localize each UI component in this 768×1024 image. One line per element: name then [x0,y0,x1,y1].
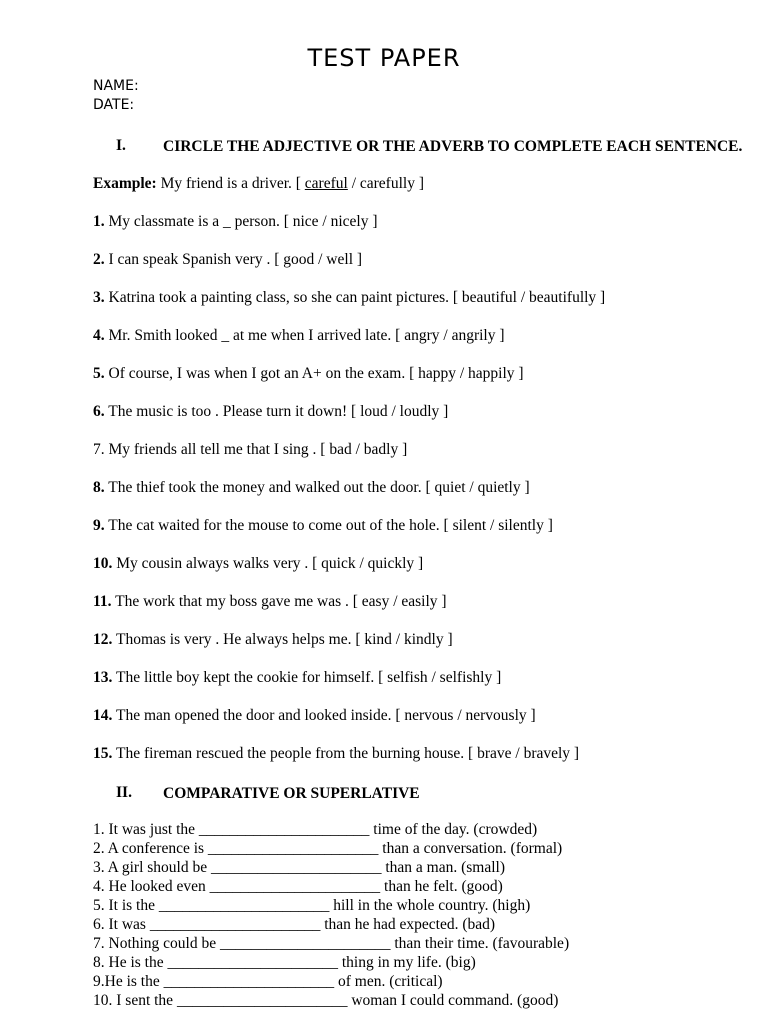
date-label: DATE: [93,97,135,113]
list-item: 2. A conference is ______________________ than a conversation. (formal) [93,840,563,857]
list-item [93,403,448,421]
item-number: 7. [93,441,105,458]
list-item [93,327,505,345]
list-item: 1. It was just the ______________________ time of the day. (crowded) [93,821,538,838]
list-item [93,441,407,459]
item-number: 13. [93,669,113,686]
item-text: The music is too . Please turn it down! [ loud / loudly ] [108,403,449,420]
item-number: 8. [93,479,105,496]
example-answer: careful [304,175,348,192]
item-text: Katrina took a painting class, so she can paint pictures. [ beautiful / beautifully ] [108,289,606,306]
list-item: 9.He is the ______________________ of men. (critical) [93,973,443,990]
item-number: 12. [93,631,113,648]
section-2-numeral: II. [116,784,132,801]
item-number: 10. [93,555,113,572]
section-2-title: COMPARATIVE OR SUPERLATIVE [163,785,420,802]
list-item: 3. A girl should be ______________________ than a man. (small) [93,859,506,876]
name-label: NAME: [93,78,139,94]
list-item [93,479,530,497]
list-item [93,745,579,763]
item-text: I can speak Spanish very . [ good / well ] [108,251,363,268]
item-text: The fireman rescued the people from the burning house. [ brave / bravely ] [115,745,580,762]
section-1-title: CIRCLE THE ADJECTIVE OR THE ADVERB TO COMPLETE EACH SENTENCE. [163,138,743,155]
item-text: Of course, I was when I got an A+ on the exam. [ happy / happily ] [108,365,524,382]
list-item [93,669,501,687]
list-item: 7. Nothing could be ______________________ than their time. (favourable) [93,935,570,952]
list-item [93,289,605,307]
list-item [93,631,453,649]
item-text: Mr. Smith looked _ at me when I arrived late. [ angry / angrily ] [108,327,505,344]
item-text: The man opened the door and looked inside. [ nervous / nervously ] [115,707,536,724]
list-item [93,213,378,231]
item-text: The little boy kept the cookie for himself. [ selfish / selfishly ] [115,669,502,686]
item-number: 14. [93,707,113,724]
list-item [93,251,362,269]
page-title: TEST PAPER [307,44,461,72]
example-label: Example: [93,175,157,192]
item-number: 9. [93,517,105,534]
list-item: 10. I sent the ______________________ woman I could command. (good) [93,992,559,1009]
example-line [93,175,424,193]
item-text: The cat waited for the mouse to come out of the hole. [ silent / silently ] [108,517,553,534]
item-number: 11. [93,593,112,610]
example-rest: / carefully ] [351,175,424,192]
item-number: 2. [93,251,105,268]
item-text: My cousin always walks very . [ quick / quickly ] [116,555,424,572]
section-2-heading [0,784,768,804]
item-number: 3. [93,289,105,306]
item-text: My friends all tell me that I sing . [ bad / badly ] [108,441,408,458]
list-item [93,707,536,725]
item-text: The work that my boss gave me was . [ easy / easily ] [115,593,447,610]
item-text: The thief took the money and walked out the door. [ quiet / quietly ] [108,479,530,496]
item-number: 5. [93,365,105,382]
list-item: 6. It was ______________________ than he had expected. (bad) [93,916,496,933]
list-item: 8. He is the ______________________ thing in my life. (big) [93,954,476,971]
list-item [93,555,423,573]
section-1-heading [0,137,768,177]
section-1-numeral: I. [116,137,126,154]
item-number: 4. [93,327,105,344]
list-item: 5. It is the ______________________ hill in the whole country. (high) [93,897,531,914]
list-item [93,593,447,611]
list-item: 4. He looked even ______________________ than he felt. (good) [93,878,503,895]
item-number: 1. [93,213,105,230]
list-item [93,517,553,535]
item-text: Thomas is very . He always helps me. [ kind / kindly ] [115,631,453,648]
example-text: My friend is a driver. [ [160,175,301,192]
item-number: 15. [93,745,113,762]
item-text: My classmate is a _ person. [ nice / nicely ] [108,213,378,230]
list-item [93,365,524,383]
item-number: 6. [93,403,105,420]
